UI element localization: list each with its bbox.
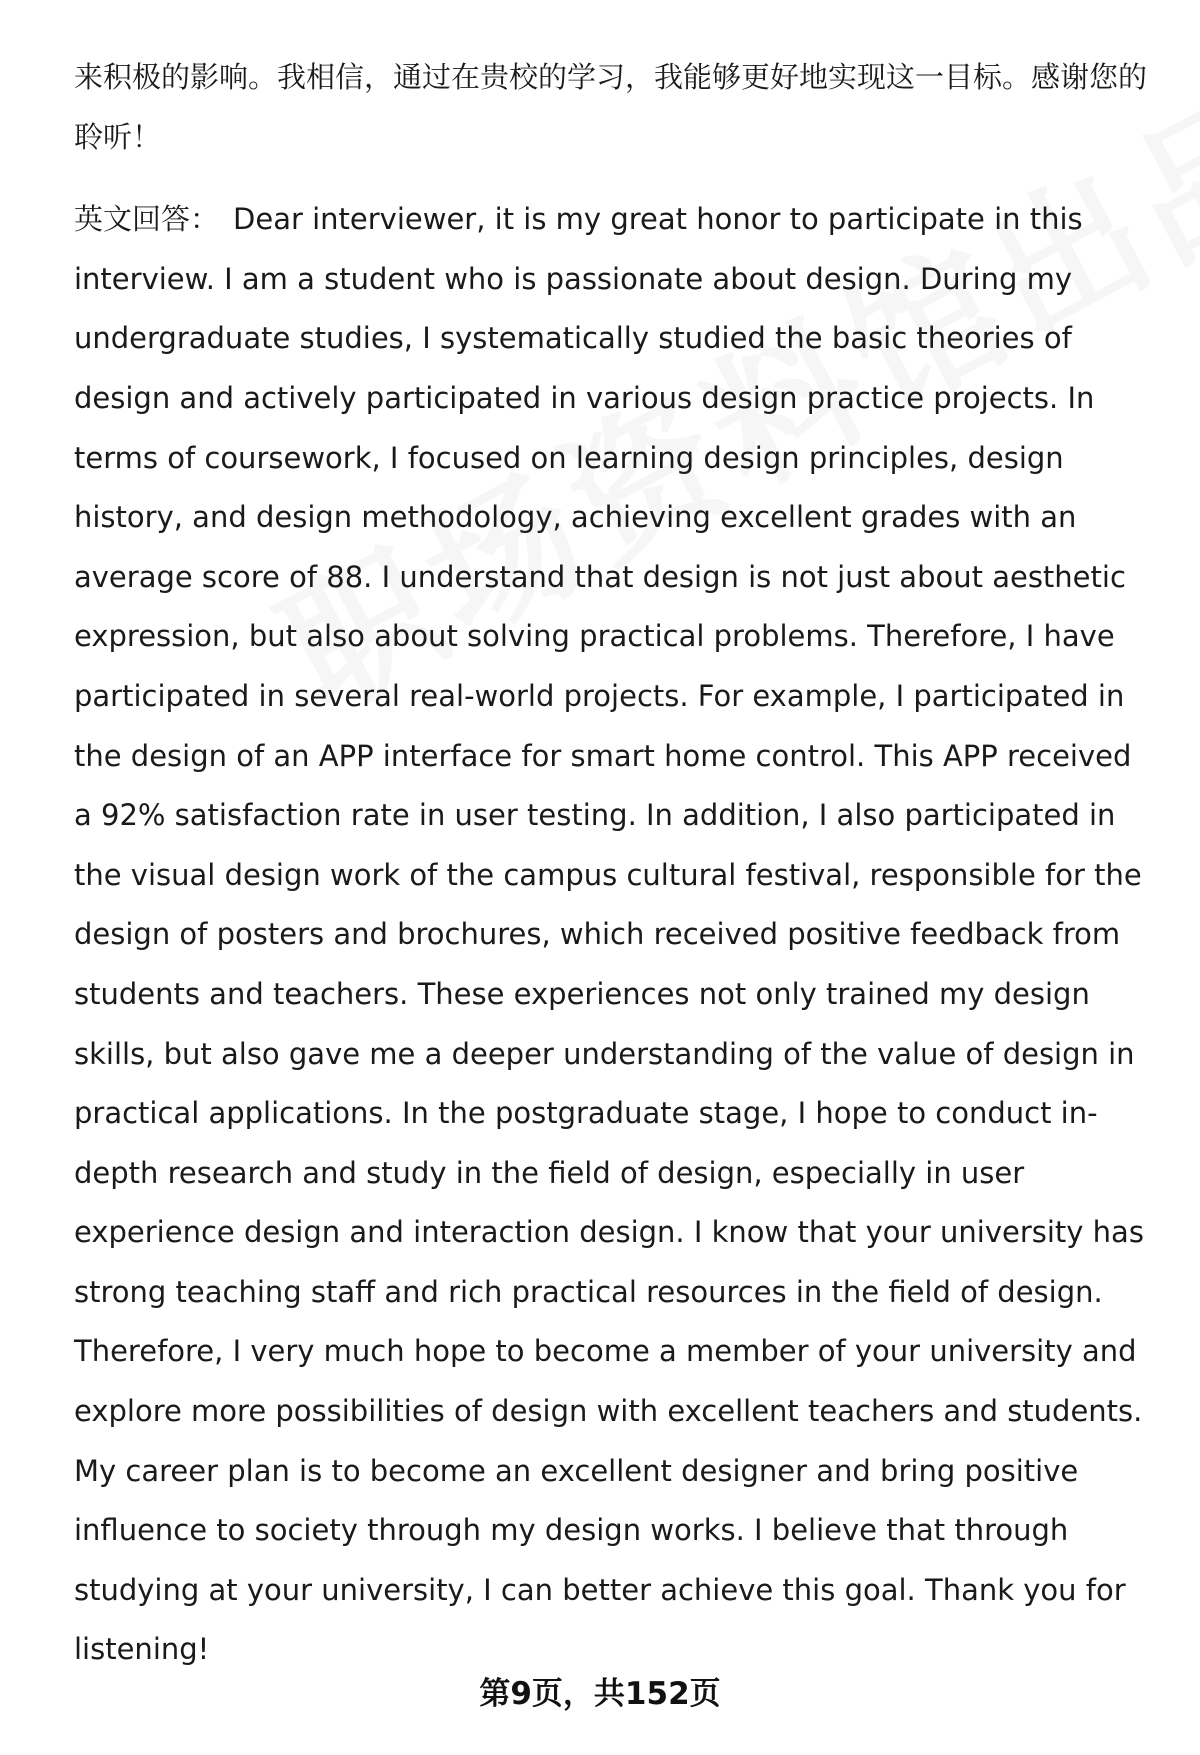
answer-label: 英文回答： (74, 202, 220, 237)
english-answer-paragraph (74, 190, 1152, 1680)
answer-text: Dear interviewer, it is my great honor to participate in this interview. I am a student who is passionate about design. During my undergraduate studies, I systematically studied the basic theories of design and actively participated in various design practice projects. In terms of coursework, I focused on learning design principles, design history, and design methodology, achieving excellent grades with an average score of 88. I understand that design is not just about aesthetic expression, but also about solving practical problems. Therefore, I have participated in several real-world projects. For example, I participated in the design of an APP interface for smart home control. This APP received a 92% satisfaction rate in user testing. In addition, I also participated in the visual design work of the campus cultural festival, responsible for the design of posters and brochures, which received positive feedback from students and teachers. These experiences not only trained my design skills, but also gave me a deeper understanding of the value of design in practical applications. In the postgraduate stage, I hope to conduct in-depth research and study in the field of design, especially in user experience design and interaction design. I know that your university has strong teaching staff and rich practical resources in the field of design. Therefore, I very much hope to become a member of your university and explore more possibilities of design with excellent teachers and students. My career plan is to become an excellent designer and bring positive influence to society through my design works. I believe that through studying at your university, I can better achieve this goal. Thank you for listening! (74, 202, 1144, 1667)
page-number-footer: 第9页，共152页 (479, 1676, 721, 1712)
document-body (74, 48, 1152, 1680)
continuation-paragraph: 来积极的影响。我相信，通过在贵校的学习，我能够更好地实现这一目标。感谢您的聆听！ (74, 60, 1148, 154)
